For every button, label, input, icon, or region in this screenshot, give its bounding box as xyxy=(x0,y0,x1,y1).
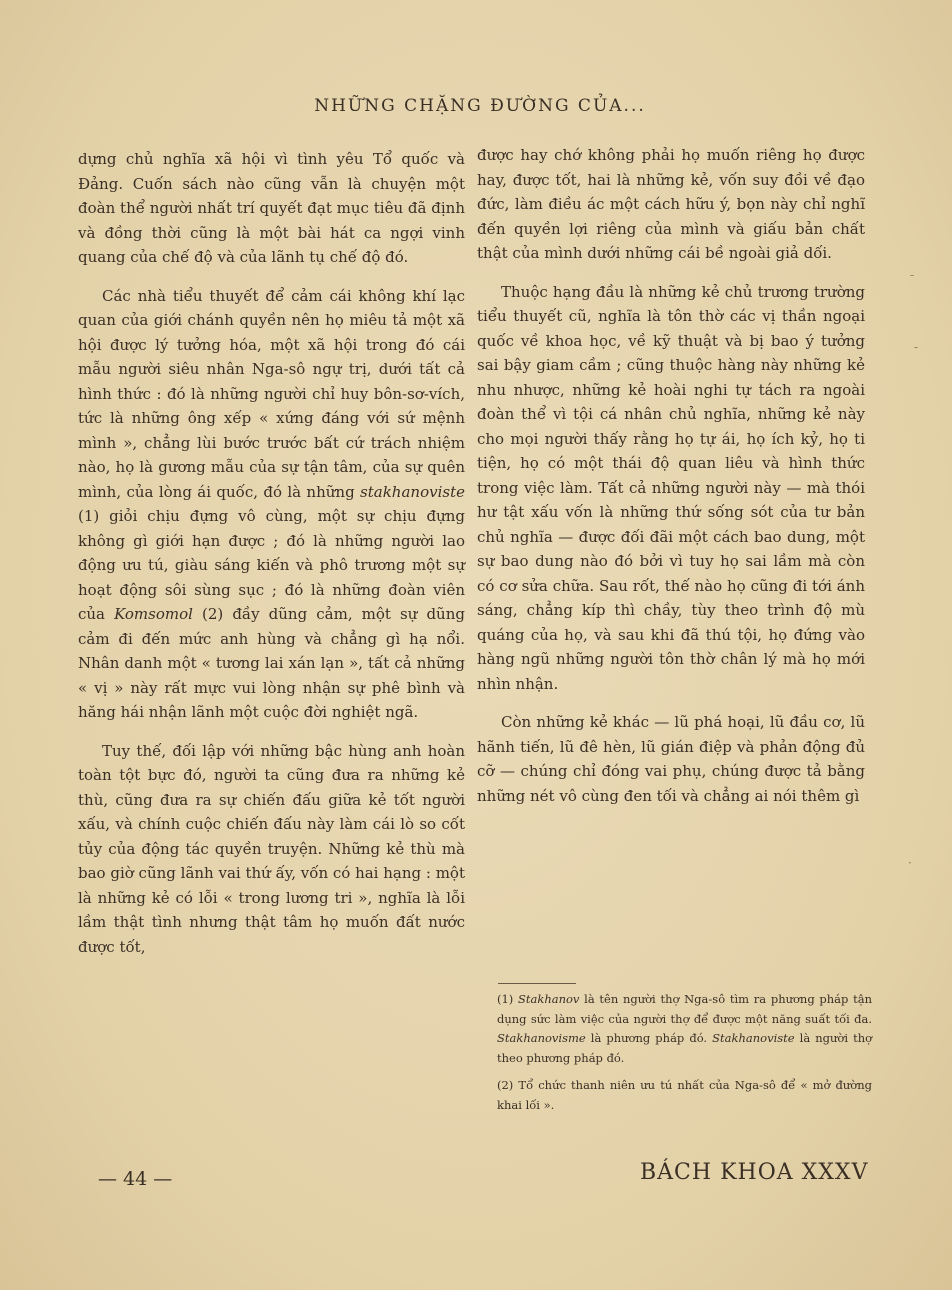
left-column xyxy=(78,147,465,973)
right-paragraph-3: Còn những kẻ khác — lũ phá hoại, lũ đầu cơ, lũ hãnh tiến, lũ đê hèn, lũ gián điệp và phản động đủ cỡ — chúng chỉ đóng vai phụ, chúng được tả bằng những nét vô cùng đen tối và chẳng ai nói thêm gì xyxy=(477,713,865,805)
footnote-2: (2) Tổ chức thanh niên ưu tú nhất của Nga-sô để « mở đường khai lối ». xyxy=(497,1078,872,1112)
footnotes xyxy=(497,990,872,1123)
footnote-1: (1) Stakhanov là tên người thợ Nga-sô tìm ra phương pháp tận dụng sức làm việc của người thợ để được một năng suất tối đa. Stakhanovisme là phương pháp đó. Stakhanoviste là người thợ theo phương pháp đó. xyxy=(497,992,873,1065)
left-paragraph-2 xyxy=(78,284,465,725)
right-column xyxy=(477,143,865,822)
term-komsomol: Komsomol xyxy=(114,605,193,623)
magazine-title: BÁCH KHOA XXXV xyxy=(640,1160,869,1185)
right-paragraph-2: Thuộc hạng đầu là những kẻ chủ trương trường tiểu thuyết cũ, nghĩa là tôn thờ các vị thần ngoại quốc về khoa học, về kỹ thuật và bị bao ý tưởng sai bậy giam cầm ; cũng thuộc hàng này những kẻ nhu nhược, những kẻ hoài nghi tự tách ra ngoài đoàn thể vì tội cá nhân chủ nghĩa, những kẻ này cho mọi người thấy rằng họ tự ái, họ ích kỷ, họ ti tiện, họ có một thái độ quan liêu và hình thức trong việc làm. Tất cả những người này — mà thói hư tật xấu vốn là những thứ sống sót của tư bản chủ nghĩa — được đối đãi một cách bao dung, một sự bao dung nào đó bởi vì tuy họ sai lầm mà còn có cơ sửa chữa. Sau rốt, thế nào họ cũng đi tới ánh sáng, chẳng kíp thì chầy, tùy theo trình độ mù quáng của họ, và sau khi đã thú tội, họ đứng vào hàng ngũ những người tôn thờ chân lý mà họ mới nhìn nhận. xyxy=(477,282,865,693)
footnote-divider xyxy=(498,983,576,984)
margin-speck: - xyxy=(914,340,919,354)
left-paragraph-2-text-b: (1) giỏi chịu đựng vô cùng, một sự chịu đựng không gì giới hạn được ; đó là những người lao động ưu tú, giàu sáng kiến và phô trương một sự hoạt động sôi sùng sục ; đó là những đoàn viên của xyxy=(78,507,465,623)
margin-speck: - xyxy=(910,268,915,282)
left-paragraph-2-text-c: (2) đầy dũng cảm, một sự dũng cảm đi đến mức anh hùng và chẳng gì hạ nổi. Nhân danh một « tương lai xán lạn », tất cả những « vị » này rất mực vui lòng nhận sự phê bình và hăng hái nhận lãnh một cuộc đời nghiệt ngã. xyxy=(78,605,465,721)
margin-speck: · xyxy=(908,856,912,870)
page-number: — 44 — xyxy=(98,1168,173,1190)
left-paragraph-3: Tuy thế, đối lập với những bậc hùng anh hoàn toàn tột bực đó, người ta cũng đưa ra những kẻ thù, cũng đưa ra sự chiến đấu giữa kẻ tốt người xấu, và chính cuộc chiến đấu này làm cái lò so cốt tủy của động tác quyền truyện. Những kẻ thù mà bao giờ cũng lãnh vai thứ ấy, vốn có hai hạng : một là những kẻ có lỗi « trong lương tri », nghĩa là lỗi lầm thật tình nhưng thật tâm họ muốn đất nước được tốt, xyxy=(78,741,465,956)
right-paragraph-1: được hay chớ không phải họ muốn riêng họ được hay, được tốt, hai là những kẻ, vốn suy đồi về đạo đức, làm điều ác một cách hữu ý, bọn này chỉ nghĩ đến quyền lợi riêng của mình và giấu bản chất thật của mình dưới những cái bề ngoài giả dối. xyxy=(477,146,865,262)
running-header: NHỮNG CHẶNG ĐƯỜNG CỦA... xyxy=(314,96,646,116)
term-stakhanoviste: stakhanoviste xyxy=(360,482,465,501)
left-paragraph-1: dựng chủ nghĩa xã hội vì tình yêu Tổ quốc và Đảng. Cuốn sách nào cũng vẫn là chuyện một đoàn thể người nhất trí quyết đạt mục tiêu đã định và đồng thời cũng là một bài hát ca ngợi vinh quang của chế độ và của lãnh tụ chế độ đó. xyxy=(78,150,465,266)
left-paragraph-2-text-a: Các nhà tiểu thuyết để cảm cái không khí lạc quan của giới chánh quyền nên họ miêu tả một xã hội được lý tưởng hóa, một xã hội trong đó cái mẫu người siêu nhân Nga-sô ngự trị, dưới tất cả hình thức : đó là những người chỉ huy bôn-sơ-vích, tức là những ông xếp « xứng đáng với sứ mệnh mình », chẳng lùi bước trước bất cứ trách nhiệm nào, họ là gương mẫu của sự tận tâm, của sự quên mình, của lòng ái quốc, đó là những xyxy=(78,286,465,501)
